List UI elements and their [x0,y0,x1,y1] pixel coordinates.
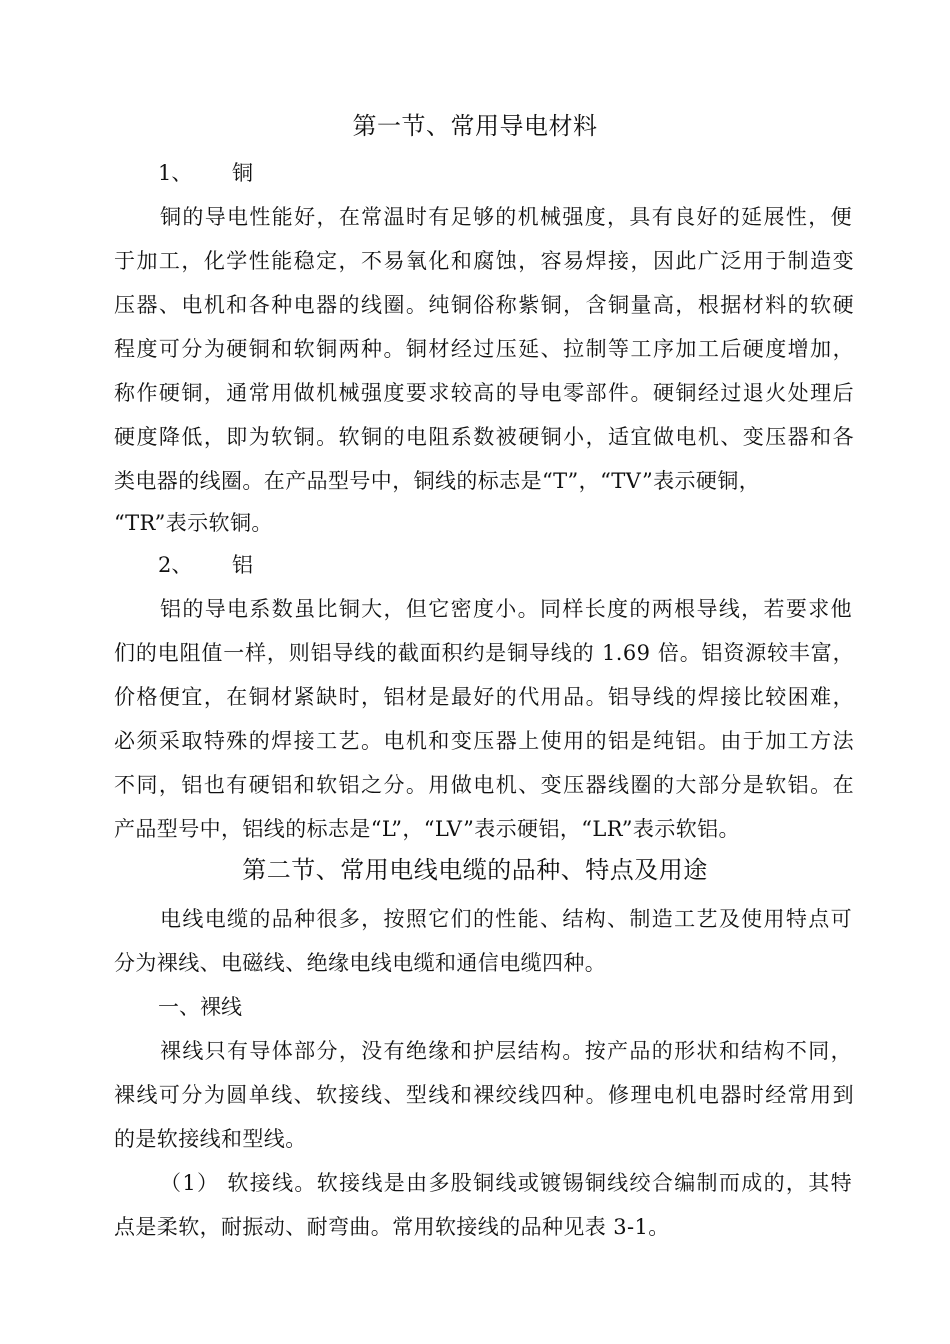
section-2-title: 第二节、常用电线电缆的品种、特点及用途 [242,856,708,884]
bare-wire-heading: 一、裸线 [158,995,242,1019]
aluminum-line: 们的电阻值一样，则铝导线的截面积约是铜导线的 1.69 倍。铝资源较丰富， [114,641,854,665]
copper-number: 1、 [158,161,193,185]
aluminum-line: 产品型号中，铝线的标志是“L”，“LV”表示硬铝，“LR”表示软铝。 [114,817,740,841]
copper-line: “TR”表示软铜。 [114,511,273,535]
aluminum-number: 2、 [158,553,193,577]
aluminum-line: 铝的导电系数虽比铜大，但它密度小。同样长度的两根导线，若要求他 [160,597,852,621]
copper-line: 类电器的线圈。在产品型号中，铜线的标志是“T”，“TV”表示硬铜， [114,469,761,493]
section-1-title: 第一节、常用导电材料 [352,112,598,140]
bare-wire-line: 裸线只有导体部分，没有绝缘和护层结构。按产品的形状和结构不同， [160,1039,852,1063]
copper-heading [158,158,253,188]
copper-line: 于加工，化学性能稳定，不易氧化和腐蚀，容易焊接，因此广泛用于制造变 [114,249,854,273]
copper-line: 程度可分为硬铜和软铜两种。铜材经过压延、拉制等工序加工后硬度增加， [114,337,854,361]
intro-line: 分为裸线、电磁线、绝缘电线电缆和通信电缆四种。 [114,951,607,975]
copper-line: 压器、电机和各种电器的线圈。纯铜俗称紫铜，含铜量高，根据材料的软硬 [114,293,854,317]
soft-wire-line: （1） 软接线。软接线是由多股铜线或镀锡铜线绞合编制而成的，其特 [160,1171,852,1195]
copper-line: 称作硬铜，通常用做机械强度要求较高的导电零部件。硬铜经过退火处理后 [114,381,854,405]
aluminum-heading-text: 铝 [232,553,253,577]
soft-wire-line: 点是柔软，耐振动、耐弯曲。常用软接线的品种见表 3-1。 [114,1215,670,1239]
bare-wire-line: 裸线可分为圆单线、软接线、型线和裸绞线四种。修理电机电器时经常用到 [114,1083,854,1107]
aluminum-line: 必须采取特殊的焊接工艺。电机和变压器上使用的铝是纯铝。由于加工方法 [114,729,854,753]
aluminum-line: 不同，铝也有硬铝和软铝之分。用做电机、变压器线圈的大部分是软铝。在 [114,773,854,797]
aluminum-line: 价格便宜，在铜材紧缺时，铝材是最好的代用品。铝导线的焊接比较困难， [114,685,854,709]
copper-heading-text: 铜 [232,161,253,185]
copper-line: 铜的导电性能好，在常温时有足够的机械强度，具有良好的延展性，便 [160,205,852,229]
intro-line: 电线电缆的品种很多，按照它们的性能、结构、制造工艺及使用特点可 [160,907,852,931]
bare-wire-line: 的是软接线和型线。 [114,1127,307,1151]
copper-line: 硬度降低，即为软铜。软铜的电阻系数被硬铜小，适宜做电机、变压器和各 [114,425,854,449]
aluminum-heading [158,550,253,580]
